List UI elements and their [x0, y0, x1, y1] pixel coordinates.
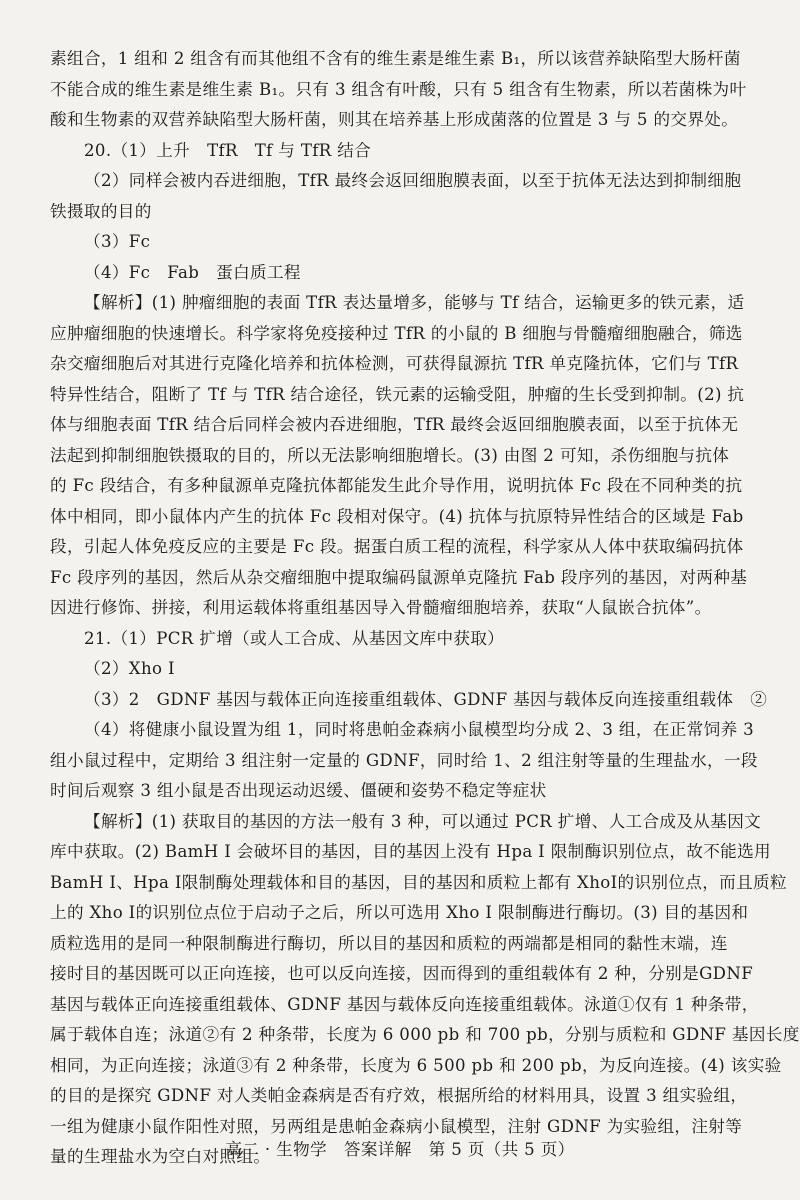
text-line: 体与细胞表面 TfR 结合后同样会被内吞进细胞，TfR 最终会返回细胞膜表面，以至于抗体无	[50, 415, 739, 434]
text-line: 【解析】(1) 获取目的基因的方法一般有 3 种，可以通过 PCR 扩增、人工合成及从基因文	[84, 811, 762, 831]
text-line: 20.（1）上升 TfR Tf 与 TfR 结合	[84, 140, 372, 160]
text-line: 特异性结合，阻断了 Tf 与 TfR 结合途径，铁元素的运输受阻，肿瘤的生长受到抑制。(2) 抗	[50, 384, 745, 404]
text-line: 应肿瘤细胞的快速增长。科学家将免疫接种过 TfR 的小鼠的 B 细胞与骨髓瘤细胞融合，筛选	[50, 323, 743, 343]
text-line: （2）Xho Ⅰ	[84, 659, 175, 678]
text-line: 上的 Xho Ⅰ的识别位点位于启动子之后，所以可选用 Xho Ⅰ 限制酶进行酶切。(3) 目的基因和	[50, 903, 749, 922]
text-line: 铁摄取的目的	[50, 201, 152, 221]
text-line: 体中相同，即小鼠体内产生的抗体 Fc 段相对保守。(4) 抗体与抗原特异性结合的区域是 Fab	[50, 506, 744, 526]
text-line: 一组为健康小鼠作阳性对照，另两组是患帕金森病小鼠模型，注射 GDNF 为实验组，注射等	[50, 1116, 743, 1136]
text-line: 酸和生物素的双营养缺陷型大肠杆菌，则其在培养基上形成菌落的位置是 3 与 5 的交界处。	[50, 110, 739, 129]
text-line: 不能合成的维生素是维生素 B₁。只有 3 组含有叶酸，只有 5 组含有生物素，所以若菌株为叶	[50, 79, 747, 99]
text-line: 的目的是探究 GDNF 对人类帕金森病是否有疗效，根据所给的材料用具，设置 3 组实验组，	[50, 1086, 748, 1105]
text-line: 相同，为正向连接；泳道③有 2 种条带，长度为 6 500 pb 和 200 pb，为反向连接。(4) 该实验	[50, 1055, 782, 1075]
text-line: （3）Fc	[84, 232, 151, 251]
text-line: 基因与载体正向连接重组载体、GDNF 基因与载体反向连接重组载体。泳道①仅有 1 种条带，	[50, 994, 759, 1014]
text-line: （2）同样会被内吞进细胞，TfR 最终会返回细胞膜表面，以至于抗体无法达到抑制细胞	[84, 171, 742, 190]
text-line: 21.（1）PCR 扩增（或人工合成、从基因文库中获取）	[84, 628, 505, 648]
page-footer: 高二 · 生物学 答案详解 第 5 页（共 5 页）	[225, 1140, 575, 1159]
text-line: 素组合，1 组和 2 组含有而其他组不含有的维生素是维生素 B₁，所以该营养缺陷型大肠杆菌	[50, 49, 741, 68]
text-line: 时间后观察 3 组小鼠是否出现运动迟缓、僵硬和姿势不稳定等症状	[50, 781, 547, 800]
text-line: （4）Fc Fab 蛋白质工程	[84, 262, 301, 282]
text-line: 【解析】(1) 肿瘤细胞的表面 TfR 表达量增多，能够与 Tf 结合，运输更多的铁元素，适	[84, 293, 745, 312]
text-line: 因进行修饰、拼接，利用运载体将重组基因导入骨髓瘤细胞培养，获取“人鼠嵌合抗体”。	[50, 598, 712, 617]
text-line: 质粒选用的是同一种限制酶进行酶切，所以目的基因和质粒的两端都是相同的黏性末端，连	[50, 933, 728, 953]
text-line: （4）将健康小鼠设置为组 1，同时将患帕金森病小鼠模型均分成 2、3 组，在正常饲养 3	[84, 720, 755, 739]
text-line: 属于载体自连；泳道②有 2 种条带，长度为 6 000 pb 和 700 pb，分别与质粒和 GDNF 基因长度	[50, 1025, 800, 1044]
text-line: 杂交瘤细胞后对其进行克隆化培养和抗体检测，可获得鼠源抗 TfR 单克隆抗体，它们与 TfR	[50, 354, 739, 373]
text-line: 段，引起人体免疫反应的主要是 Fc 段。据蛋白质工程的流程，科学家从人体中获取编码抗体	[50, 537, 744, 556]
text-line: BamH Ⅰ、Hpa Ⅰ限制酶处理载体和目的基因，目的基因和质粒上都有 XhoⅠ的识别位点，而且质粒	[50, 872, 787, 892]
text-line: Fc 段序列的基因，然后从杂交瘤细胞中提取编码鼠源单克隆抗 Fab 段序列的基因，对两种基	[50, 567, 748, 587]
text-line: （3）2 GDNF 基因与载体正向连接重组载体、GDNF 基因与载体反向连接重组载体 ②	[84, 689, 768, 709]
text-line: 库中获取。(2) BamH Ⅰ 会破坏目的基因，目的基因上没有 Hpa Ⅰ 限制酶识别位点，故不能选用	[50, 842, 771, 861]
text-line: 组小鼠过程中，定期给 3 组注射一定量的 GDNF，同时给 1、2 组注射等量的生理盐水，一段	[50, 750, 758, 770]
answer-text	[50, 44, 800, 1173]
text-line: 量的生理盐水为空白对照组。	[50, 1147, 271, 1166]
text-line: 的 Fc 段结合，有多种鼠源单克隆抗体都能发生此介导作用，说明抗体 Fc 段在不同种类的抗	[50, 476, 743, 495]
text-line: 法起到抑制细胞铁摄取的目的，所以无法影响细胞增长。(3) 由图 2 可知，杀伤细胞与抗体	[50, 445, 730, 465]
text-line: 接时目的基因既可以正向连接，也可以反向连接，因而得到的重组载体有 2 种，分别是GDNF	[50, 964, 754, 983]
